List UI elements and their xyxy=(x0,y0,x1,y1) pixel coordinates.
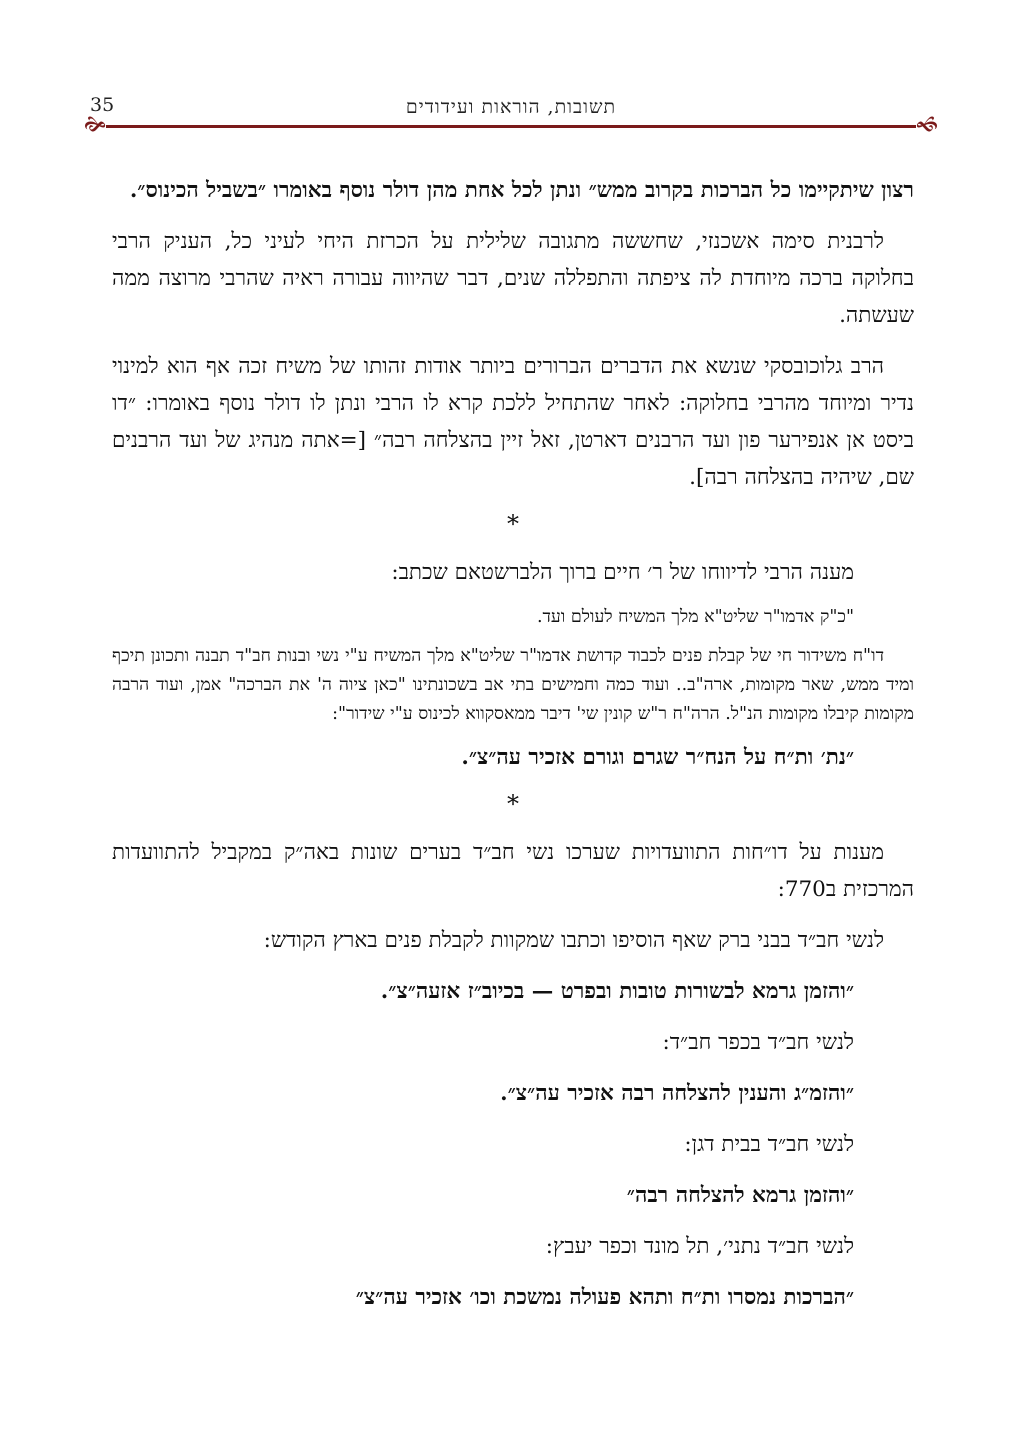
rebbe-answer: ״הברכות נמסרו ות״ח ותהא פעולה נמשכת וכו׳ אזכיר עה״צ״ xyxy=(355,1285,854,1310)
paragraph: הרב גלוכובסקי שנשא את הדברים הברורים ביותר אודות זהותו של משיח זכה אף הוא למינוי נדיר ומיוחד מהרבי בחלוקה: לאחר שהתחיל ללכת קרא לו הרבי ונתן לו דולר נוסף באומרו: ״דו ביסט אן אנפירער פון ועד הרבנים דארטן, זאל זיין בהצלחה רבה״ [=אתה מנהיג של ועד הרבנים שם, שיהיה בהצלחה רבה]. xyxy=(112,354,914,490)
running-title: תשובות, הוראות ועידודים xyxy=(405,96,617,118)
page-number: 35 xyxy=(90,94,115,116)
scroll-ornament-icon: 🙜 xyxy=(915,112,938,136)
page-body xyxy=(112,172,914,1330)
paragraph: לנשי חב״ד בכפר חב״ד: xyxy=(662,1030,854,1055)
header-rule xyxy=(106,125,916,128)
paragraph: לנשי חב״ד בבית דגן: xyxy=(684,1132,854,1157)
paragraph: לנשי חב״ד נתני׳, תל מונד וכפר יעבץ: xyxy=(545,1234,854,1259)
rebbe-answer: ״והזמן גרמא לבשורות טובות ובפרט — בכיוב״ז אזעה״צ״. xyxy=(380,979,854,1004)
section-divider-star: * xyxy=(507,510,519,538)
paragraph: רצון שיתקיימו כל הברכות בקרוב ממש״ ונתן לכל אחת מהן דולר נוסף באומרו ״בשביל הכינוס״. xyxy=(129,178,914,203)
rebbe-answer: ״נת׳ ות״ח על הנח״ר שגרם וגורם אזכיר עה״צ״. xyxy=(461,745,854,770)
paragraph: לנשי חב״ד בבני ברק שאף הוסיפו וכתבו שמקוות לקבלת פנים בארץ הקודש: xyxy=(263,928,884,953)
rebbe-answer: ״והזמ״ג והענין להצלחה רבה אזכיר עה״צ״. xyxy=(500,1081,854,1106)
scroll-ornament-icon: 🙞 xyxy=(84,112,107,136)
paragraph: מענה הרבי לדיווחו של ר׳ חיים ברוך הלברשטאם שכתב: xyxy=(391,560,854,585)
section-divider-star: * xyxy=(507,790,519,818)
paragraph: לרבנית סימה אשכנזי, שחששה מתגובה שלילית על הכרזת היחי לעיני כל, העניק הרבי בחלוקה ברכה מיוחדת לה ציפתה והתפללה שנים, דבר שהיווה עבורה ראיה שהרבי מרוצה ממה שעשתה. xyxy=(112,229,914,328)
quoted-letter-opening: "כ"ק אדמו"ר שליט"א מלך המשיח לעולם ועד. xyxy=(536,607,854,627)
quoted-letter-body: דו"ח משידור חי של קבלת פנים לכבוד קדושת אדמו"ר שליט"א מלך המשיח ע"י נשי ובנות חב"ד תבנה ותכונן תיכף ומיד ממש, שאר מקומות, ארה"ב.. ועוד כמה וחמישים בתי אב בשכונתינו "כאן ציוה ה' את הברכה" אמן, ועוד הרבה מקומות קיבלו מקומות הנ"ל. הרה"ח ר"ש קונין שי' דיבר ממאסקווא לכינוס ע"י שידור": xyxy=(112,646,914,724)
paragraph: מענות על דו״חות התוועדויות שערכו נשי חב״ד בערים שונות באה״ק במקביל להתוועדות המרכזית ב770: xyxy=(112,840,914,902)
page-header xyxy=(82,92,940,142)
rebbe-answer: ״והזמן גרמא להצלחה רבה״ xyxy=(626,1183,854,1208)
